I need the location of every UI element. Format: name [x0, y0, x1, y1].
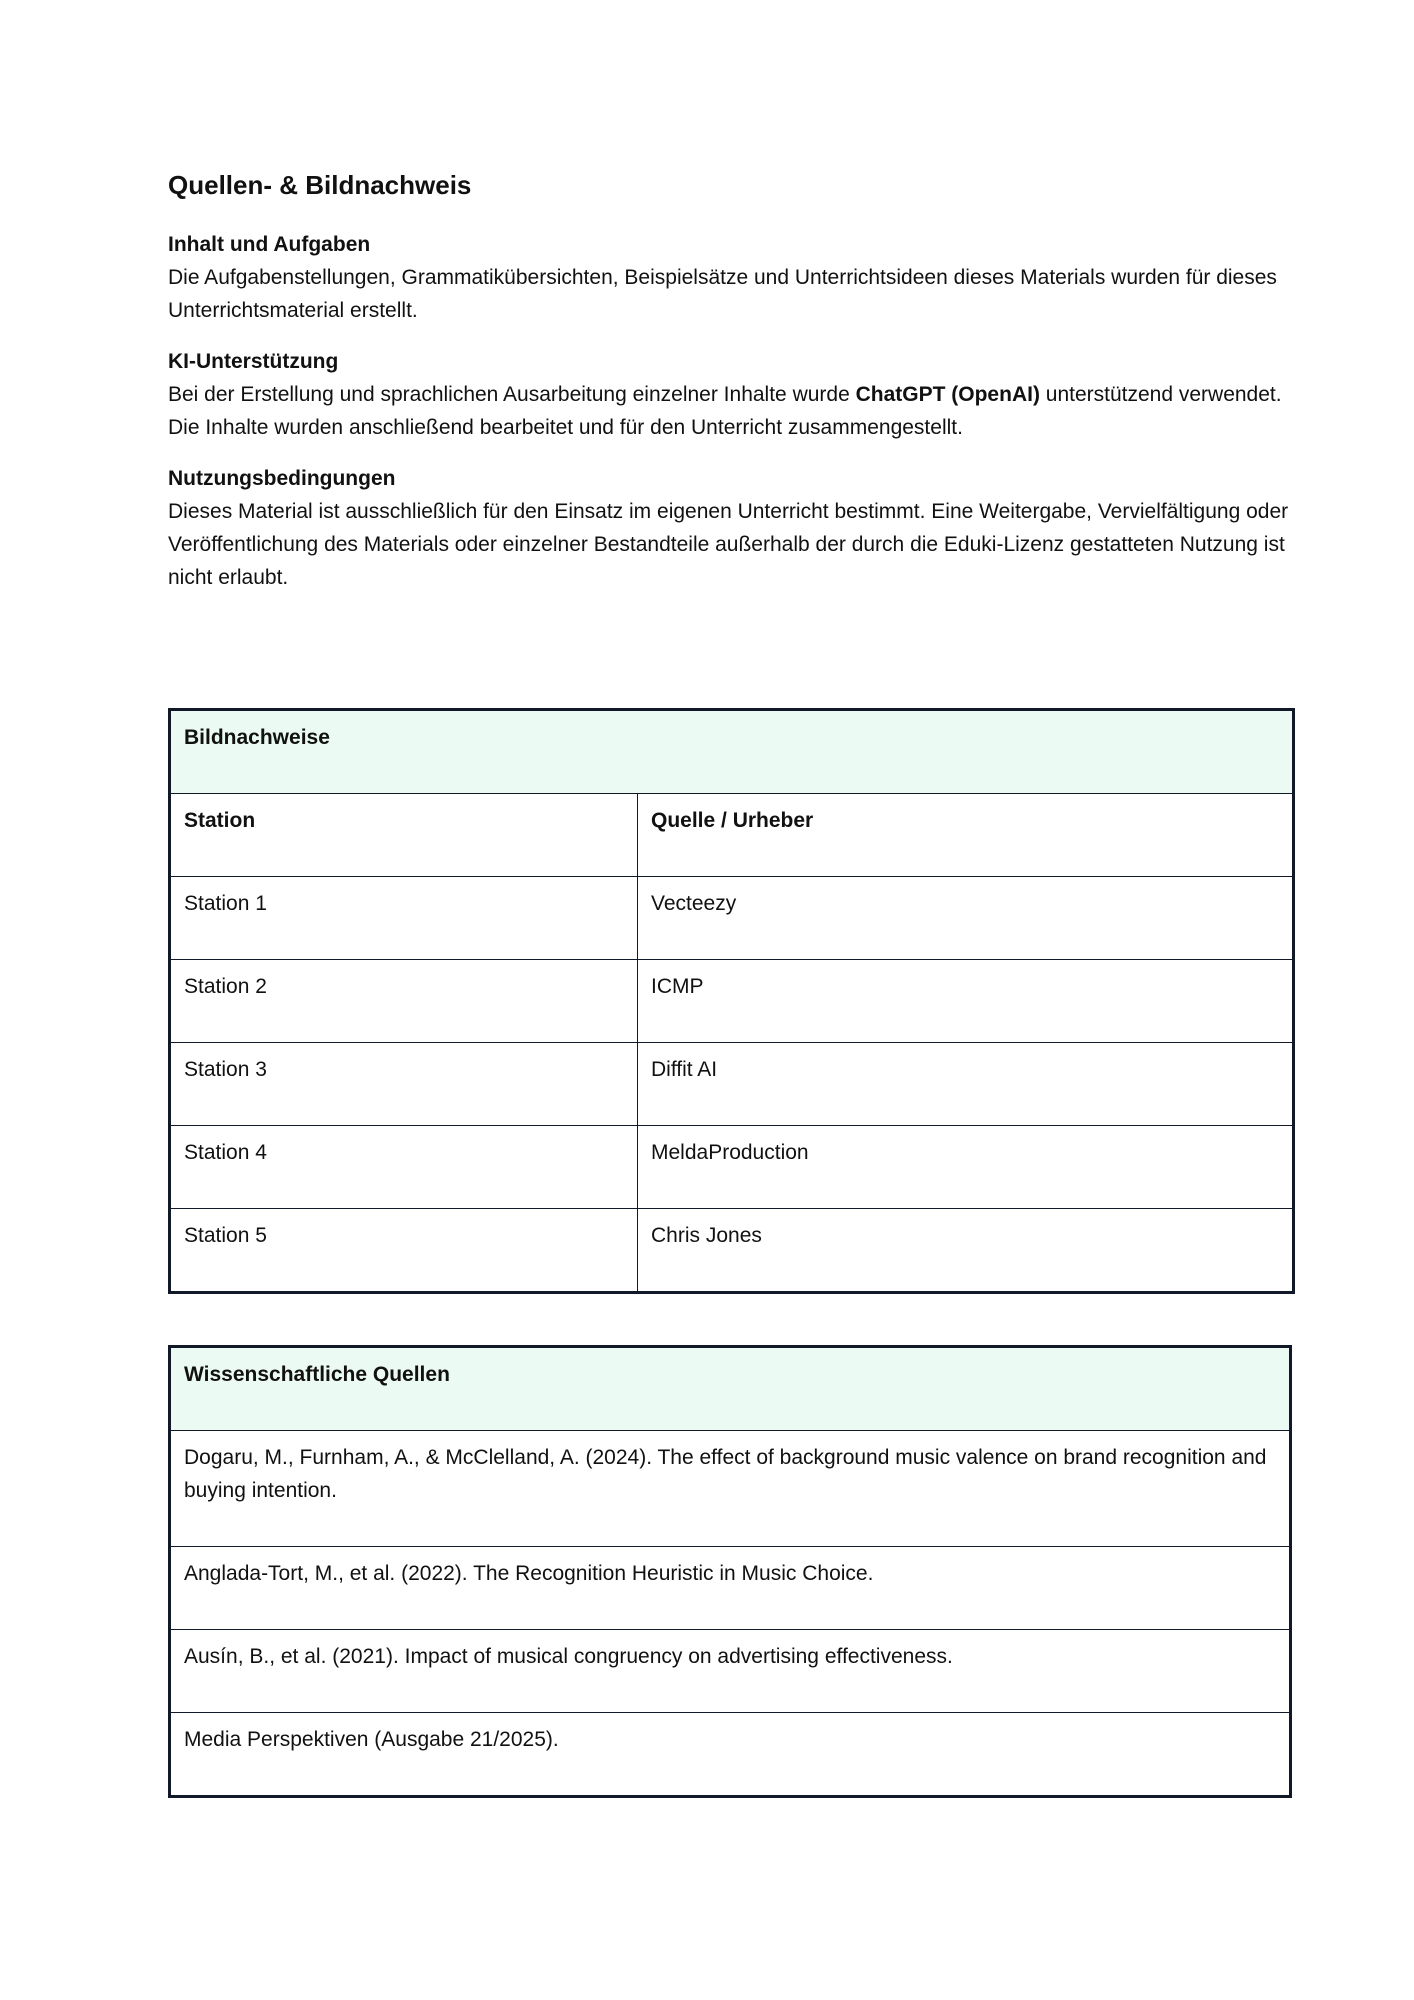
wissenschaftliche-quellen-table: [168, 1345, 1292, 1798]
section-text-part: Die Aufgabenstellungen, Grammatikübersichten, Beispielsätze und Unterrichtsideen dieses Materials wurden für dieses Unterrichtsmaterial erstellt.: [168, 266, 1277, 322]
table-title-row: [170, 710, 1294, 794]
table-header-row: [170, 794, 1294, 877]
station-cell: Station 2: [170, 960, 638, 1043]
page-title: Quellen- & Bildnachweis: [168, 170, 472, 200]
table-row: [170, 1713, 1291, 1797]
section-heading: Inhalt und Aufgaben: [168, 233, 371, 256]
source-cell: MeldaProduction: [638, 1126, 1294, 1209]
column-header-source: Quelle / Urheber: [638, 794, 1294, 877]
bildnachweise-table: [168, 708, 1295, 1294]
column-header-station: Station: [170, 794, 638, 877]
section-ki: [168, 345, 1292, 444]
station-cell: Station 3: [170, 1043, 638, 1126]
section-text-bold: ChatGPT (OpenAI): [855, 383, 1040, 406]
source-cell: Vecteezy: [638, 877, 1294, 960]
reference-cell: Anglada-Tort, M., et al. (2022). The Recognition Heuristic in Music Choice.: [170, 1547, 1291, 1630]
table-row: [170, 1209, 1294, 1293]
table-row: [170, 1431, 1291, 1547]
table-title: Bildnachweise: [170, 710, 1294, 794]
table-row: [170, 1547, 1291, 1630]
section-heading: Nutzungsbedingungen: [168, 467, 396, 490]
section-text-part: Dieses Material ist ausschließlich für den Einsatz im eigenen Unterricht bestimmt. Eine Weitergabe, Vervielfältigung oder Veröffentlichung des Materials oder einzelner Bestandteile außerhalb der durch die Eduki-Lizenz gestatteten Nutzung ist nicht erlaubt.: [168, 500, 1289, 589]
source-cell: Diffit AI: [638, 1043, 1294, 1126]
reference-cell: Media Perspektiven (Ausgabe 21/2025).: [170, 1713, 1291, 1797]
section-text-part: Bei der Erstellung und sprachlichen Ausarbeitung einzelner Inhalte wurde: [168, 383, 856, 406]
section-text: [168, 261, 1292, 327]
table-title: Wissenschaftliche Quellen: [170, 1347, 1291, 1431]
document-page: [168, 168, 1292, 1751]
source-cell: ICMP: [638, 960, 1294, 1043]
table-row: [170, 1043, 1294, 1126]
section-text-part: unterstützend verwendet. Die Inhalte wurden anschließend bearbeitet und für den Unterricht zusammengestellt.: [168, 383, 1282, 439]
reference-cell: Ausín, B., et al. (2021). Impact of musical congruency on advertising effectiveness.: [170, 1630, 1291, 1713]
table-row: [170, 1126, 1294, 1209]
station-cell: Station 1: [170, 877, 638, 960]
section-text: [168, 495, 1292, 594]
section-nutzung: [168, 462, 1292, 594]
table-row: [170, 960, 1294, 1043]
station-cell: Station 5: [170, 1209, 638, 1293]
section-heading: KI-Unterstützung: [168, 350, 339, 373]
source-cell: Chris Jones: [638, 1209, 1294, 1293]
reference-cell: Dogaru, M., Furnham, A., & McClelland, A. (2024). The effect of background music valence on brand recognition and buying intention.: [170, 1431, 1291, 1547]
station-cell: Station 4: [170, 1126, 638, 1209]
table-row: [170, 877, 1294, 960]
table-title-row: [170, 1347, 1291, 1431]
section-text: [168, 378, 1292, 444]
table-row: [170, 1630, 1291, 1713]
section-inhalt: [168, 228, 1292, 327]
